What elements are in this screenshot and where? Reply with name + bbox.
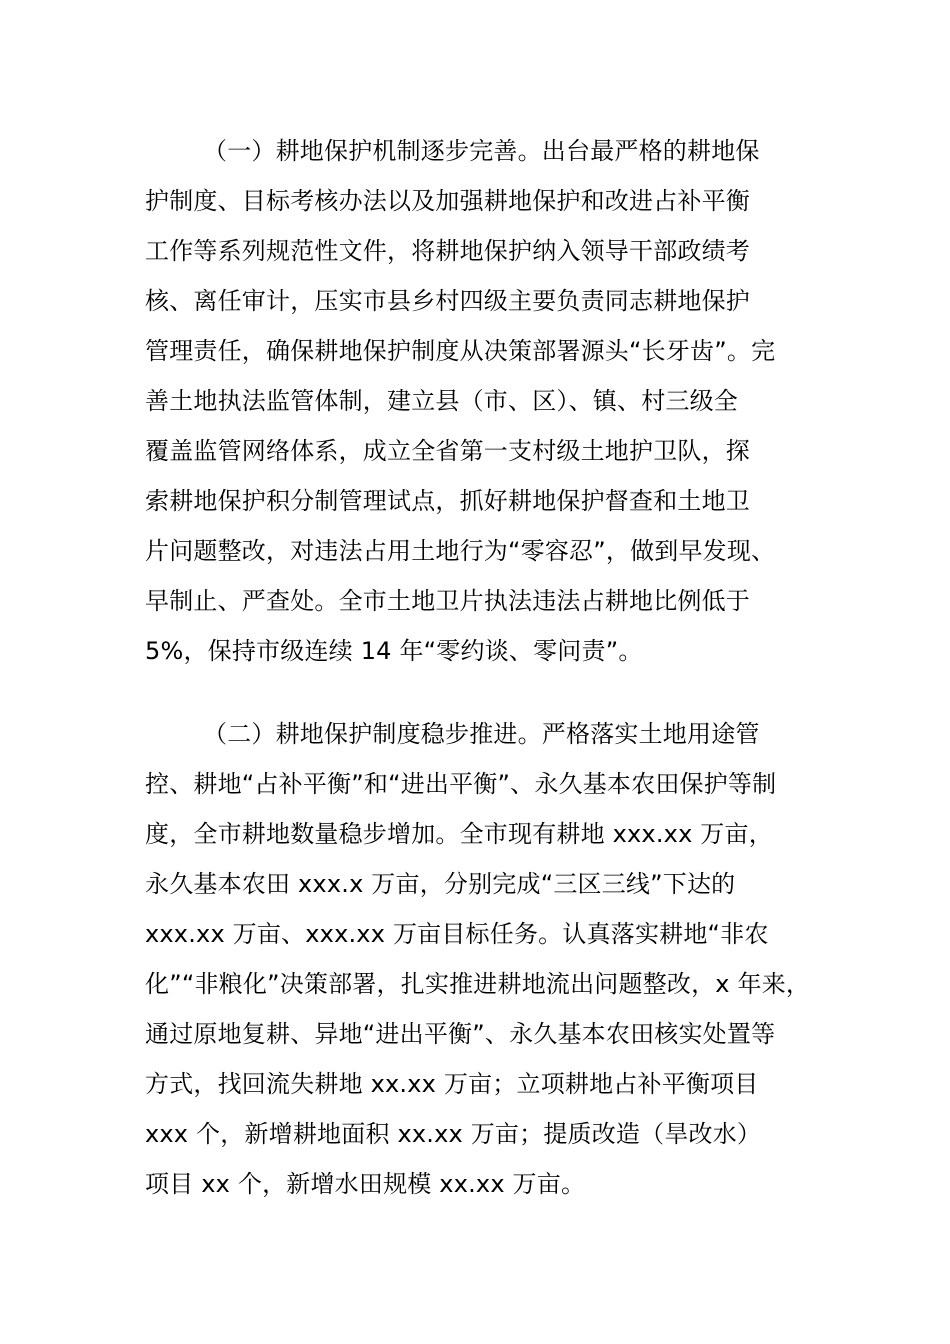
paragraph-line: 通过原地复耕、异地“进出平衡”、永久基本农田核实处置等 — [145, 1020, 776, 1048]
paragraph-line: xxx.xx 万亩、xxx.xx 万亩目标任务。认真落实耕地“非农 — [145, 920, 769, 948]
paragraph-line: 永久基本农田 xxx.x 万亩，分别完成“三区三线”下达的 — [145, 870, 736, 898]
paragraph-line: 早制止、严查处。全市土地卫片执法违法占耕地比例低于 — [145, 587, 750, 615]
paragraph-line: 控、耕地“占补平衡”和“进出平衡”、永久基本农田保护等制 — [145, 770, 777, 798]
paragraph-line: 管理责任，确保耕地保护制度从决策部署源头“长牙齿”。完 — [145, 337, 776, 365]
paragraph-line: 方式，找回流失耕地 xx.xx 万亩；立项耕地占补平衡项目 — [145, 1070, 759, 1098]
paragraph-line: 度，全市耕地数量稳步增加。全市现有耕地 xxx.xx 万亩， — [145, 820, 773, 848]
paragraph-line: 化”“非粮化”决策部署，扎实推进耕地流出问题整改，x 年来， — [145, 970, 811, 998]
paragraph-line: 护制度、目标考核办法以及加强耕地保护和改进占补平衡 — [145, 187, 750, 215]
paragraph-line: 5%，保持市级连续 14 年“零约谈、零问责”。 — [145, 637, 643, 665]
paragraph-line: 善土地执法监管体制，建立县（市、区）、镇、村三级全 — [145, 387, 738, 415]
paragraph-line: xxx 个，新增耕地面积 xx.xx 万亩；提质改造（旱改水） — [145, 1120, 762, 1148]
paragraph-line: 片问题整改，对违法占用土地行为“零容忍”，做到早发现、 — [145, 537, 776, 565]
paragraph-line: 索耕地保护积分制管理试点，抓好耕地保护督查和土地卫 — [145, 487, 750, 515]
paragraph-line: 工作等系列规范性文件，将耕地保护纳入领导干部政绩考 — [145, 237, 750, 265]
paragraph-line: 覆盖监管网络体系，成立全省第一支村级土地护卫队，探 — [145, 437, 750, 465]
paragraph-line: （二）耕地保护制度稳步推进。严格落实土地用途管 — [203, 720, 760, 748]
paragraph-line: （一）耕地保护机制逐步完善。出台最严格的耕地保 — [203, 137, 760, 165]
paragraph-farmland-protection-mechanism — [145, 126, 835, 676]
paragraph-line: 核、离任审计，压实市县乡村四级主要负责同志耕地保护 — [145, 287, 750, 315]
paragraph-farmland-protection-system — [145, 709, 835, 1209]
paragraph-line: 项目 xx 个，新增水田规模 xx.xx 万亩。 — [145, 1170, 586, 1198]
